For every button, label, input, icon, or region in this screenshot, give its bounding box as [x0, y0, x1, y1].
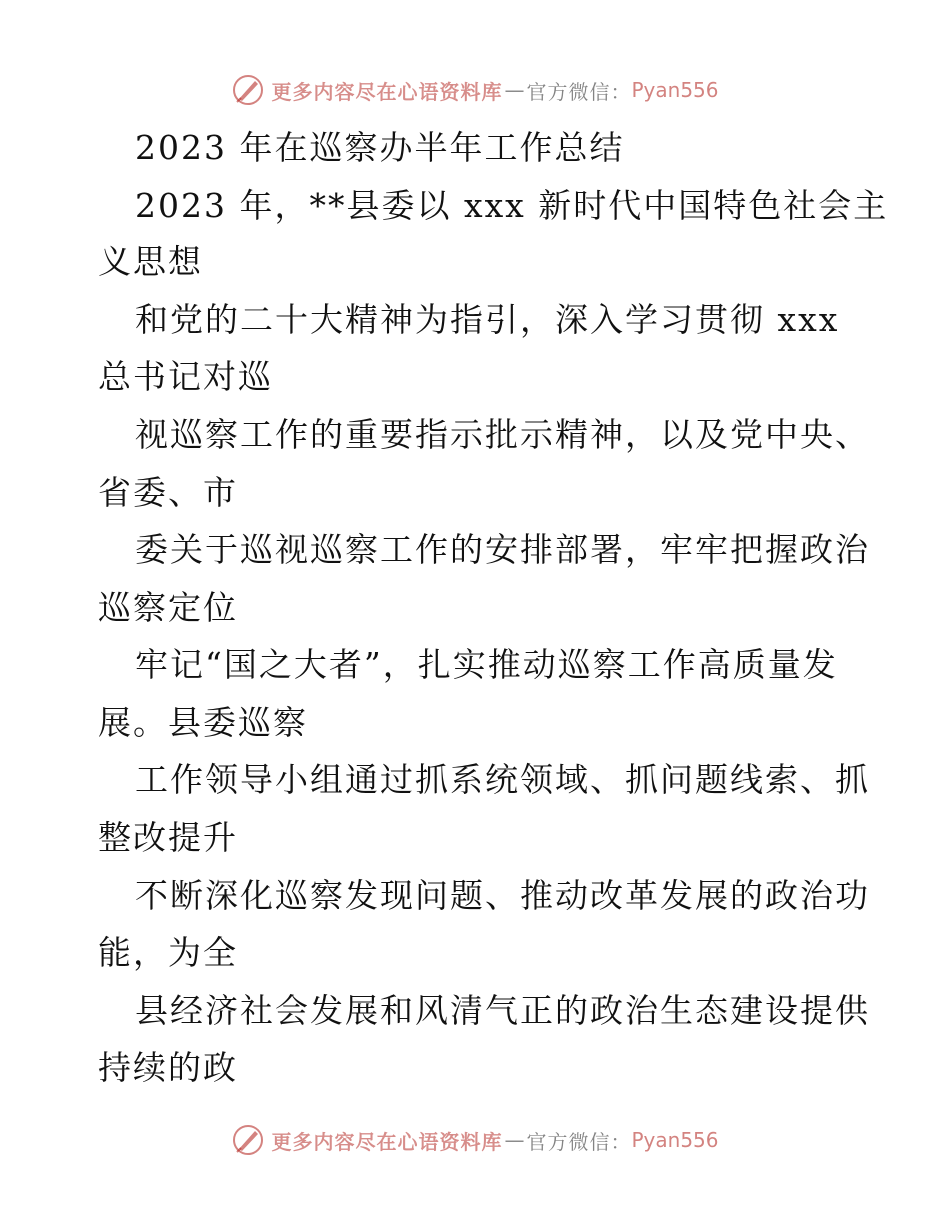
paragraph-line: 和党的二十大精神为指引，深入学习贯彻 xxx	[135, 300, 840, 339]
header-watermark	[0, 70, 950, 110]
watermark-text: 更多内容尽在心语资料库	[271, 1129, 503, 1154]
watermark-text: 更多内容尽在心语资料库	[271, 79, 503, 104]
document-title: 2023 年在巡察办半年工作总结	[135, 128, 625, 167]
paragraph-line: 持续的政	[98, 1048, 238, 1087]
watermark-contact-id: Pyan556	[631, 78, 719, 102]
watermark-separator: —	[504, 1128, 525, 1152]
paragraph-line: 牢记“国之大者”，扎实推动巡察工作高质量发	[135, 645, 838, 684]
quill-pen-logo-icon	[231, 73, 265, 107]
paragraph-line: 展。县委巡察	[98, 703, 308, 742]
paragraph-line: 巡察定位	[98, 588, 238, 627]
paragraph-line: 不断深化巡察发现问题、推动改革发展的政治功	[135, 876, 870, 915]
paragraph-line: 委关于巡视巡察工作的安排部署，牢牢把握政治	[135, 530, 870, 569]
paragraph-line: 工作领导小组通过抓系统领域、抓问题线索、抓	[135, 760, 870, 799]
watermark-contact-label: 官方微信：	[526, 79, 632, 104]
footer-watermark	[0, 1120, 950, 1160]
paragraph-line: 总书记对巡	[98, 357, 273, 396]
paragraph-line: 县经济社会发展和风清气正的政治生态建设提供	[135, 991, 870, 1030]
paragraph-line: 整改提升	[98, 818, 238, 857]
quill-pen-logo-icon	[231, 1123, 265, 1157]
paragraph-line: 省委、市	[98, 473, 238, 512]
paragraph-line: 2023 年，**县委以 xxx 新时代中国特色社会主	[135, 186, 889, 225]
paragraph-line: 视巡察工作的重要指示批示精神，以及党中央、	[135, 415, 870, 454]
watermark-contact-id: Pyan556	[631, 1128, 719, 1152]
paragraph-line: 能，为全	[98, 933, 238, 972]
watermark-contact-label: 官方微信：	[526, 1129, 632, 1154]
paragraph-line: 义思想	[98, 242, 203, 281]
watermark-separator: —	[504, 78, 525, 102]
